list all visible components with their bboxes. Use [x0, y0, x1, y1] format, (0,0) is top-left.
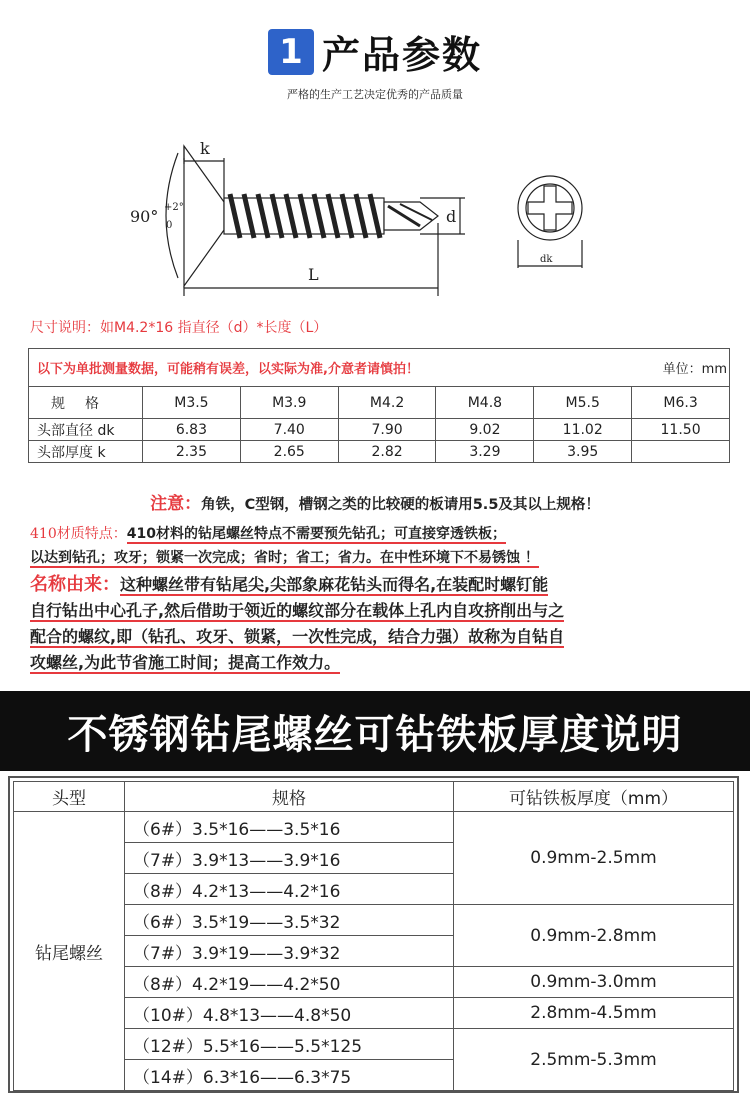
table-cell: 11.02 — [534, 419, 632, 441]
name-origin-line: 这种螺丝带有钻尾尖,尖部象麻花钻头而得名,在装配时螺钉能 — [120, 575, 549, 594]
thickness-table — [13, 781, 734, 1091]
thickness-cell: 2.8mm-4.5mm — [454, 998, 734, 1029]
material-note — [30, 522, 730, 570]
table-cell: 6.83 — [143, 419, 241, 441]
thickness-table-header-row — [14, 782, 734, 812]
row-label: 头部直径 dk — [29, 419, 143, 441]
spec-size-cell: M3.5 — [143, 387, 241, 419]
row-label: 头部厚度 k — [29, 441, 143, 463]
table-row — [29, 441, 730, 463]
table-cell: 11.50 — [632, 419, 730, 441]
dimension-label-d: d — [446, 207, 457, 226]
spec-cell: （14#）6.3*16——6.3*75 — [125, 1060, 454, 1091]
table-row — [29, 419, 730, 441]
section-header — [0, 24, 750, 77]
table-cell: 7.90 — [338, 419, 436, 441]
measurement-warning: 以下为单批测量数据，可能稍有误差，以实际为准,介意者请慎拍！ — [37, 362, 419, 377]
name-origin-key: 名称由来： — [30, 574, 120, 595]
thickness-cell: 0.9mm-2.8mm — [454, 905, 734, 967]
thickness-cell: 0.9mm-3.0mm — [454, 967, 734, 998]
spec-table-notice-row — [28, 348, 730, 386]
name-origin-note — [30, 572, 730, 676]
spec-cell: （8#）4.2*19——4.2*50 — [125, 967, 454, 998]
unit-label: 单位：mm — [662, 362, 727, 377]
name-origin-line: 自行钻出中心孔子,然后借助于领近的螺纹部分在载体上孔内自攻挤削出与之 — [30, 601, 565, 620]
name-origin-line: 攻螺丝,为此节省施工时间；提高工作效力。 — [30, 653, 341, 672]
table-cell: 3.29 — [436, 441, 534, 463]
screw-dimension-diagram — [120, 128, 590, 303]
spec-size-cell: M4.8 — [436, 387, 534, 419]
material-text-line: 410材料的钻尾螺丝特点不需要预先钻孔；可直接穿透铁板； — [126, 526, 506, 542]
attention-key: 注意： — [150, 494, 202, 514]
section-number-badge: 1 — [268, 29, 314, 75]
column-header: 头型 — [14, 782, 125, 812]
spec-header-label: 规格 — [29, 387, 143, 419]
spec-cell: （12#）5.5*16——5.5*125 — [125, 1029, 454, 1060]
spec-size-cell: M4.2 — [338, 387, 436, 419]
thickness-cell: 2.5mm-5.3mm — [454, 1029, 734, 1091]
spec-table — [28, 348, 730, 463]
material-key: 410材质特点： — [30, 526, 127, 542]
spec-cell: （8#）4.2*13——4.2*16 — [125, 874, 454, 905]
dimension-label-angle: 90° — [130, 207, 159, 226]
spec-cell: （7#）3.9*19——3.9*32 — [125, 936, 454, 967]
attention-note — [0, 489, 750, 514]
page-title: 产品参数 — [321, 33, 482, 77]
spec-size-cell: M3.9 — [240, 387, 338, 419]
spec-table-header-row — [29, 387, 730, 419]
table-cell: 2.82 — [338, 441, 436, 463]
spec-size-cell: M5.5 — [534, 387, 632, 419]
head-type-cell: 钻尾螺丝 — [14, 812, 125, 1091]
dimension-label-dk: dk — [540, 254, 553, 265]
table-cell: 7.40 — [240, 419, 338, 441]
table-cell: 2.65 — [240, 441, 338, 463]
page-subtitle: 严格的生产工艺决定优秀的产品质量 — [287, 88, 463, 101]
dimension-label-tolerance-zero: 0 — [166, 220, 173, 231]
dimension-label-L: L — [308, 265, 319, 284]
spec-size-cell: M6.3 — [632, 387, 730, 419]
size-explanation: 尺寸说明：如M4.2*16 指直径（d）*长度（L） — [30, 320, 328, 336]
dimension-label-tolerance-plus: +2° — [164, 202, 184, 213]
column-header: 规格 — [125, 782, 454, 812]
spec-cell: （10#）4.8*13——4.8*50 — [125, 998, 454, 1029]
table-cell: 9.02 — [436, 419, 534, 441]
spec-cell: （6#）3.5*19——3.5*32 — [125, 905, 454, 936]
column-header: 可钻铁板厚度（mm） — [454, 782, 734, 812]
table-cell: 2.35 — [143, 441, 241, 463]
attention-text: 角铁，C型钢，槽钢之类的比较硬的板请用5.5及其以上规格！ — [201, 497, 600, 513]
dimension-label-k: k — [200, 139, 210, 158]
thickness-cell: 0.9mm-2.5mm — [454, 812, 734, 905]
table-cell: 3.95 — [534, 441, 632, 463]
spec-cell: （6#）3.5*16——3.5*16 — [125, 812, 454, 843]
material-text-line: 以达到钻孔；攻牙；锁紧一次完成；省时；省工；省力。在中性环境下不易锈蚀 ！ — [30, 550, 539, 566]
name-origin-line: 配合的螺纹,即（钻孔、攻牙、锁紧，一次性完成，结合力强）故称为自钻自 — [30, 627, 565, 646]
table-cell — [632, 441, 730, 463]
table-row — [14, 812, 734, 843]
spec-cell: （7#）3.9*13——3.9*16 — [125, 843, 454, 874]
thickness-section-banner: 不锈钢钻尾螺丝可钻铁板厚度说明 — [0, 691, 750, 771]
